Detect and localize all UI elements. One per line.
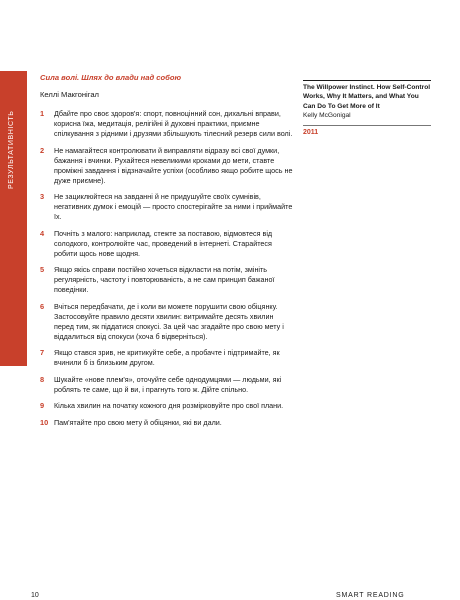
tip-text: Пам'ятайте про свою мету й обіцянки, які ви дали.	[54, 417, 222, 427]
tip-text: Не намагайтеся контролювати й виправляти відразу всі свої думки, бажання і вчинки. Рухайтеся невеликими кроками до мети, ставте проміжні завдання і відзначайте успіхи (особливо якщо робите щось не дуже приємне).	[54, 145, 293, 185]
list-item	[40, 302, 295, 342]
tip-text: Якщо якісь справи постійно хочеться відкласти на потім, змініть регулярність, частоту і повторюваність, а не сам принцип бажаної поведінки.	[54, 265, 275, 294]
divider	[303, 80, 431, 81]
book-author: Келлі Макгонігал	[40, 90, 99, 99]
brand-name: SMART READING	[336, 592, 405, 599]
tip-text: Шукайте «нове плем'я», оточуйте себе однодумцями — людьми, які роблять те саме, що й ви, і прагнуть того ж. Дійте спільно.	[54, 374, 282, 394]
list-item	[40, 401, 295, 411]
book-title: Сила волі. Шлях до влади над собою	[40, 73, 182, 82]
tip-number: 10	[40, 417, 49, 427]
list-item	[40, 265, 295, 295]
book-info-panel	[303, 80, 431, 136]
tip-number: 8	[40, 374, 45, 384]
list-item	[40, 418, 295, 428]
page-number: 10	[31, 592, 39, 599]
tip-number: 6	[40, 301, 45, 311]
section-tab-label: РЕЗУЛЬТАТИВНІСТЬ	[8, 110, 15, 189]
tip-number: 4	[40, 228, 45, 238]
divider	[303, 125, 431, 126]
original-author: Kelly McGonigal	[303, 112, 351, 120]
tip-text: Вчіться передбачати, де і коли ви можете порушити свою обіцянку. Застосовуйте правило десяти хвилин: витримайте десять хвилин перед тим, як піддатися спокусі. За цей час згадайте про свою мету і віддалиться від спокуси (хоча б відверніться).	[54, 301, 284, 341]
list-item	[40, 146, 295, 186]
tip-number: 1	[40, 109, 45, 118]
tip-text: Не зациклюйтеся на завданні й не придушуйте своїх сумнівів, негативних думок і емоцій — просто спостерігайте за ними і приймайте їх.	[54, 192, 293, 221]
tip-number: 7	[40, 348, 45, 357]
list-item	[40, 229, 295, 259]
tip-number: 2	[40, 145, 45, 155]
tip-number: 9	[40, 401, 45, 410]
list-item	[40, 348, 295, 368]
tip-text: Дбайте про своє здоров'я: спорт, повноцінний сон, дихальні вправи, корисна їжа, медитація, релігійні й духовні практики, приємне спілкування з рідними і друзями збільшують тілесний резерв сили волі.	[54, 109, 293, 138]
tip-text: Якщо стався зрив, не критикуйте себе, а пробачте і підтримайте, як вчинили б із близьким другом.	[54, 348, 280, 367]
original-title: The Willpower Instinct. How Self-Control Works, Why It Matters, and What You Can Do To Get More of It	[303, 84, 431, 110]
tips-list	[40, 109, 295, 428]
tip-text: Кілька хвилин на початку кожного дня розмірковуйте про свої плани.	[54, 401, 284, 410]
tip-text: Почніть з малого: наприклад, стежте за поставою, відмовтеся від солодкого, контролюйте час, проведений в інтернеті. Старайтеся робити щось нове щодня.	[54, 228, 273, 258]
list-item	[40, 109, 295, 139]
list-item	[40, 375, 295, 395]
tip-number: 5	[40, 265, 45, 274]
tip-number: 3	[40, 192, 45, 201]
list-item	[40, 192, 295, 222]
main-content	[40, 71, 295, 434]
publication-year: 2011	[303, 128, 319, 136]
